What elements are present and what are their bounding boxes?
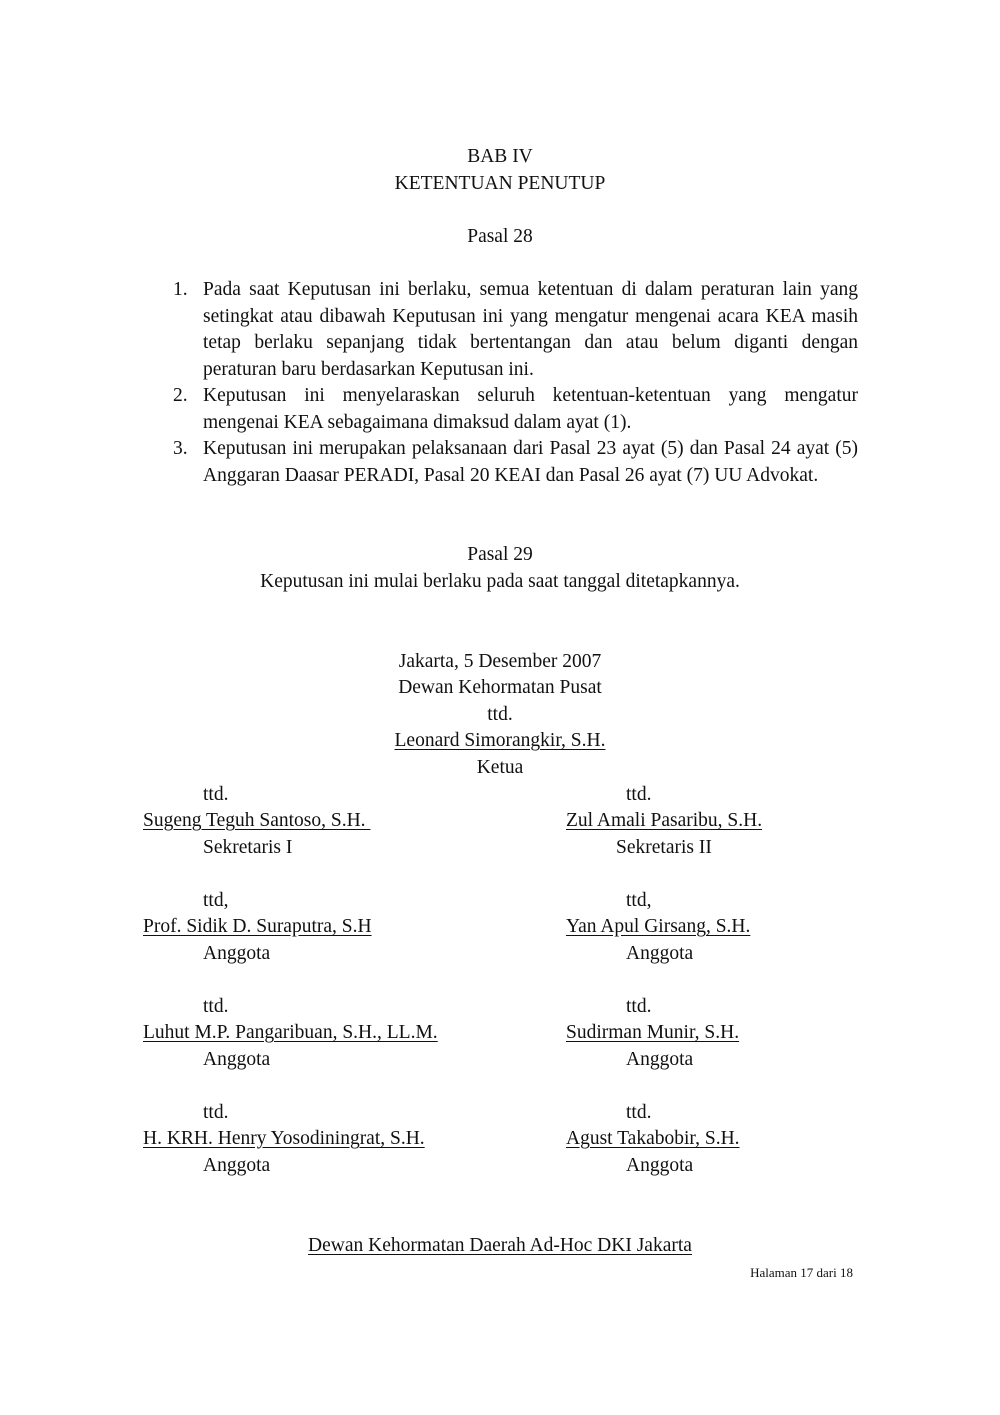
chapter-title: KETENTUAN PENUTUP [394,173,606,194]
signature-mark: ttd. [626,784,652,805]
pasal-29-heading: Pasal 29 [467,544,533,565]
signatory-name: Yan Apul Girsang, S.H. [566,916,751,937]
signatory-name: Prof. Sidik D. Suraputra, S.H [143,916,372,937]
signatory-role: Anggota [626,943,694,964]
footer-heading [0,1233,1000,1260]
signature-mark: ttd. [626,1102,652,1123]
chair-name [0,728,1000,755]
list-item [143,436,858,489]
signature-mark: ttd. [626,996,652,1017]
signatory-role: Anggota [203,943,271,964]
signatory-name: Luhut M.P. Pangaribuan, S.H., LL.M. [143,1022,438,1043]
pasal-29-text: Keputusan ini mulai berlaku pada saat tanggal ditetapkannya. [260,571,740,592]
chair-role: Ketua [476,757,524,778]
chapter-number: BAB IV [467,146,533,167]
signatory-role: Sekretaris II [616,837,712,858]
signatory-role: Anggota [626,1049,694,1070]
chair-name-text: Leonard Simorangkir, S.H. [394,730,606,751]
item-text: Pada saat Keputusan ini berlaku, semua ketentuan di dalam peraturan lain yang setingkat atau dibawah Keputusan ini yang mengatur mengenai acara KEA masih tetap berlaku sepanjang tidak bertentangan dan atau belum diganti dengan peraturan baru berdasarkan Keputusan ini. [203,279,858,380]
place-date: Jakarta, 5 Desember 2007 [398,651,602,672]
signature-mark: ttd. [203,784,229,805]
item-number: 3. [173,438,188,459]
chair-signature-mark: ttd. [487,704,513,725]
signatory-name: Sudirman Munir, S.H. [566,1022,740,1043]
signatory-name: Sugeng Teguh Santoso, S.H. [143,810,371,831]
item-number: 2. [173,385,188,406]
signatory-role: Anggota [203,1155,271,1176]
signatory-name: Zul Amali Pasaribu, S.H. [566,810,763,831]
pasal-28-heading: Pasal 28 [467,226,533,247]
signature-mark: ttd. [203,996,229,1017]
signatory-role: Anggota [626,1155,694,1176]
pasal-28-list [143,277,858,489]
signatory-name: H. KRH. Henry Yosodiningrat, S.H. [143,1128,425,1149]
item-text: Keputusan ini menyelaraskan seluruh ketentuan-ketentuan yang mengatur mengenai KEA sebagaimana dimaksud dalam ayat (1). [203,385,858,433]
signatory-role: Anggota [203,1049,271,1070]
item-number: 1. [173,279,188,300]
item-text: Keputusan ini merupakan pelaksanaan dari Pasal 23 ayat (5) dan Pasal 24 ayat (5) Anggaran Daasar PERADI, Pasal 20 KEAI dan Pasal 26 ayat (7) UU Advokat. [203,438,858,486]
signature-mark: ttd, [626,890,652,911]
issuing-body: Dewan Kehormatan Pusat [398,677,602,698]
signatory-role: Sekretaris I [203,837,293,858]
signatory-name: Agust Takabobir, S.H. [566,1128,740,1149]
list-item [143,383,858,436]
list-item [143,277,858,383]
signature-mark: ttd. [203,1102,229,1123]
footer-heading-text: Dewan Kehormatan Daerah Ad-Hoc DKI Jakarta [308,1235,692,1256]
page-number: Halaman 17 dari 18 [750,1265,853,1280]
signature-mark: ttd, [203,890,229,911]
